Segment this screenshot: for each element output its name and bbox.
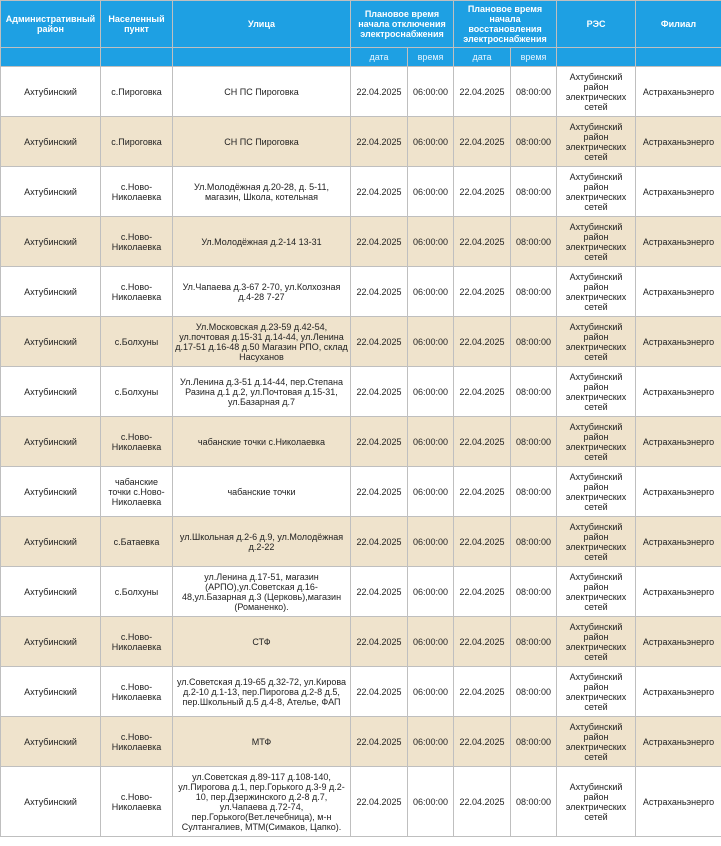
table-row (1, 617, 721, 667)
cell-street: ул.Советская д.19-65 д.32-72, ул.Кирова д.2-10 д.1-13, пер.Пирогова д.2-8 д.5, пер.Школьный д.5 д.4-8, Ателье, ФАП (173, 667, 351, 717)
cell-res: Ахтубинский район электрических сетей (557, 717, 636, 767)
cell-res: Ахтубинский район электрических сетей (557, 467, 636, 517)
cell-off-time: 06:00:00 (408, 667, 454, 717)
cell-street: Ул.Молодёжная д.20-28, д. 5-11, магазин, Школа, котельная (173, 167, 351, 217)
cell-locality: чабанские точки с.Ново-Николаевка (101, 467, 173, 517)
cell-off-date: 22.04.2025 (351, 167, 408, 217)
cell-res: Ахтубинский район электрических сетей (557, 667, 636, 717)
cell-on-time: 08:00:00 (511, 167, 557, 217)
cell-off-date: 22.04.2025 (351, 617, 408, 667)
cell-on-date: 22.04.2025 (454, 417, 511, 467)
subheader-row (1, 48, 721, 67)
cell-off-date: 22.04.2025 (351, 717, 408, 767)
table-row (1, 717, 721, 767)
cell-on-time: 08:00:00 (511, 367, 557, 417)
cell-branch: Астраханьэнерго (636, 117, 721, 167)
cell-branch: Астраханьэнерго (636, 567, 721, 617)
cell-on-date: 22.04.2025 (454, 67, 511, 117)
table-row (1, 417, 721, 467)
cell-on-time: 08:00:00 (511, 67, 557, 117)
cell-on-time: 08:00:00 (511, 567, 557, 617)
subheader-empty (173, 48, 351, 67)
cell-off-date: 22.04.2025 (351, 467, 408, 517)
cell-locality: с.Пироговка (101, 67, 173, 117)
cell-street: чабанские точки с.Николаевка (173, 417, 351, 467)
cell-locality: с.Ново-Николаевка (101, 717, 173, 767)
table-row (1, 317, 721, 367)
table-row (1, 767, 721, 837)
cell-on-date: 22.04.2025 (454, 617, 511, 667)
cell-on-time: 08:00:00 (511, 217, 557, 267)
cell-locality: с.Батаевка (101, 517, 173, 567)
header-locality: Населенный пункт (101, 1, 173, 48)
cell-res: Ахтубинский район электрических сетей (557, 67, 636, 117)
subheader-on-time: время (511, 48, 557, 67)
cell-on-time: 08:00:00 (511, 117, 557, 167)
cell-off-date: 22.04.2025 (351, 767, 408, 837)
cell-off-time: 06:00:00 (408, 317, 454, 367)
table-row (1, 217, 721, 267)
cell-locality: с.Ново-Николаевка (101, 667, 173, 717)
cell-street: Ул.Чапаева д.3-67 2-70, ул.Колхозная д.4-28 7-27 (173, 267, 351, 317)
cell-branch: Астраханьэнерго (636, 667, 721, 717)
cell-district: Ахтубинский (1, 317, 101, 367)
cell-street: МТФ (173, 717, 351, 767)
cell-on-time: 08:00:00 (511, 467, 557, 517)
cell-off-date: 22.04.2025 (351, 117, 408, 167)
cell-res: Ахтубинский район электрических сетей (557, 617, 636, 667)
cell-district: Ахтубинский (1, 617, 101, 667)
cell-locality: с.Болхуны (101, 567, 173, 617)
cell-locality: с.Ново-Николаевка (101, 167, 173, 217)
cell-res: Ахтубинский район электрических сетей (557, 367, 636, 417)
cell-res: Ахтубинский район электрических сетей (557, 517, 636, 567)
cell-locality: с.Болхуны (101, 317, 173, 367)
cell-on-date: 22.04.2025 (454, 367, 511, 417)
cell-on-time: 08:00:00 (511, 767, 557, 837)
cell-branch: Астраханьэнерго (636, 317, 721, 367)
subheader-on-date: дата (454, 48, 511, 67)
cell-on-time: 08:00:00 (511, 517, 557, 567)
cell-on-time: 08:00:00 (511, 717, 557, 767)
subheader-off-date: дата (351, 48, 408, 67)
table-row (1, 67, 721, 117)
cell-district: Ахтубинский (1, 467, 101, 517)
cell-branch: Астраханьэнерго (636, 617, 721, 667)
cell-off-time: 06:00:00 (408, 767, 454, 837)
cell-off-date: 22.04.2025 (351, 367, 408, 417)
cell-off-time: 06:00:00 (408, 67, 454, 117)
cell-off-date: 22.04.2025 (351, 67, 408, 117)
cell-branch: Астраханьэнерго (636, 167, 721, 217)
cell-district: Ахтубинский (1, 367, 101, 417)
table-row (1, 167, 721, 217)
cell-on-time: 08:00:00 (511, 317, 557, 367)
cell-district: Ахтубинский (1, 567, 101, 617)
cell-branch: Астраханьэнерго (636, 67, 721, 117)
cell-res: Ахтубинский район электрических сетей (557, 167, 636, 217)
cell-street: ул.Ленина д.17-51, магазин (АРПО),ул.Советская д.16-48,ул.Базарная д.3 (Церковь),магазин (Романенко). (173, 567, 351, 617)
cell-street: СН ПС Пироговка (173, 67, 351, 117)
cell-on-time: 08:00:00 (511, 667, 557, 717)
cell-on-date: 22.04.2025 (454, 267, 511, 317)
cell-branch: Астраханьэнерго (636, 417, 721, 467)
cell-street: ул.Школьная д.2-6 д.9, ул.Молодёжная д.2-22 (173, 517, 351, 567)
cell-res: Ахтубинский район электрических сетей (557, 567, 636, 617)
cell-district: Ахтубинский (1, 417, 101, 467)
cell-on-date: 22.04.2025 (454, 567, 511, 617)
table-row (1, 367, 721, 417)
cell-district: Ахтубинский (1, 267, 101, 317)
cell-street: Ул.Ленина д.3-51 д.14-44, пер.Степана Разина д.1 д.2, ул.Почтовая д.15-31, ул.Базарная д.7 (173, 367, 351, 417)
cell-off-date: 22.04.2025 (351, 217, 408, 267)
cell-off-time: 06:00:00 (408, 367, 454, 417)
subheader-empty (636, 48, 721, 67)
cell-res: Ахтубинский район электрических сетей (557, 267, 636, 317)
cell-off-time: 06:00:00 (408, 267, 454, 317)
cell-res: Ахтубинский район электрических сетей (557, 317, 636, 367)
subheader-empty (101, 48, 173, 67)
header-branch: Филиал (636, 1, 721, 48)
cell-on-date: 22.04.2025 (454, 767, 511, 837)
cell-on-date: 22.04.2025 (454, 167, 511, 217)
cell-street: Ул.Московская д.23-59 д.42-54, ул.почтовая д.15-31 д.14-44, ул.Ленина д.17-51 д.16-48 д.50 Магазин РПО, склад Насуханов (173, 317, 351, 367)
cell-off-date: 22.04.2025 (351, 417, 408, 467)
cell-branch: Астраханьэнерго (636, 217, 721, 267)
subheader-empty (557, 48, 636, 67)
cell-district: Ахтубинский (1, 117, 101, 167)
cell-on-time: 08:00:00 (511, 417, 557, 467)
cell-street: СТФ (173, 617, 351, 667)
cell-locality: с.Ново-Николаевка (101, 617, 173, 667)
table-row (1, 117, 721, 167)
cell-off-time: 06:00:00 (408, 117, 454, 167)
cell-off-time: 06:00:00 (408, 417, 454, 467)
cell-off-time: 06:00:00 (408, 467, 454, 517)
cell-off-date: 22.04.2025 (351, 517, 408, 567)
header-restore: Плановое время начала восстановления электроснабжения (454, 1, 557, 48)
subheader-off-time: время (408, 48, 454, 67)
cell-locality: с.Болхуны (101, 367, 173, 417)
cell-locality: с.Ново-Николаевка (101, 767, 173, 837)
cell-branch: Астраханьэнерго (636, 717, 721, 767)
cell-district: Ахтубинский (1, 517, 101, 567)
cell-locality: с.Ново-Николаевка (101, 267, 173, 317)
cell-off-time: 06:00:00 (408, 617, 454, 667)
cell-district: Ахтубинский (1, 717, 101, 767)
cell-district: Ахтубинский (1, 767, 101, 837)
cell-branch: Астраханьэнерго (636, 267, 721, 317)
cell-off-date: 22.04.2025 (351, 567, 408, 617)
cell-branch: Астраханьэнерго (636, 517, 721, 567)
cell-on-time: 08:00:00 (511, 617, 557, 667)
cell-district: Ахтубинский (1, 167, 101, 217)
table-row (1, 567, 721, 617)
cell-off-date: 22.04.2025 (351, 267, 408, 317)
cell-res: Ахтубинский район электрических сетей (557, 767, 636, 837)
cell-street: Ул.Молодёжная д.2-14 13-31 (173, 217, 351, 267)
cell-on-time: 08:00:00 (511, 267, 557, 317)
subheader-empty (1, 48, 101, 67)
cell-on-date: 22.04.2025 (454, 517, 511, 567)
cell-locality: с.Ново-Николаевка (101, 417, 173, 467)
cell-district: Ахтубинский (1, 667, 101, 717)
cell-street: чабанские точки (173, 467, 351, 517)
cell-branch: Астраханьэнерго (636, 367, 721, 417)
cell-on-date: 22.04.2025 (454, 317, 511, 367)
table-row (1, 517, 721, 567)
cell-res: Ахтубинский район электрических сетей (557, 217, 636, 267)
cell-street: СН ПС Пироговка (173, 117, 351, 167)
header-street: Улица (173, 1, 351, 48)
cell-branch: Астраханьэнерго (636, 767, 721, 837)
cell-off-time: 06:00:00 (408, 217, 454, 267)
cell-locality: с.Ново-Николаевка (101, 217, 173, 267)
header-off-start: Плановое время начала отключения электроснабжения (351, 1, 454, 48)
cell-on-date: 22.04.2025 (454, 667, 511, 717)
table-row (1, 467, 721, 517)
cell-res: Ахтубинский район электрических сетей (557, 417, 636, 467)
table-row (1, 267, 721, 317)
cell-on-date: 22.04.2025 (454, 467, 511, 517)
cell-off-time: 06:00:00 (408, 167, 454, 217)
cell-off-time: 06:00:00 (408, 567, 454, 617)
cell-locality: с.Пироговка (101, 117, 173, 167)
table-body (1, 67, 721, 837)
cell-district: Ахтубинский (1, 67, 101, 117)
cell-district: Ахтубинский (1, 217, 101, 267)
cell-on-date: 22.04.2025 (454, 117, 511, 167)
header-district: Административный район (1, 1, 101, 48)
cell-res: Ахтубинский район электрических сетей (557, 117, 636, 167)
cell-on-date: 22.04.2025 (454, 217, 511, 267)
header-res: РЭС (557, 1, 636, 48)
cell-off-time: 06:00:00 (408, 717, 454, 767)
cell-branch: Астраханьэнерго (636, 467, 721, 517)
cell-off-time: 06:00:00 (408, 517, 454, 567)
cell-off-date: 22.04.2025 (351, 667, 408, 717)
cell-on-date: 22.04.2025 (454, 717, 511, 767)
cell-street: ул.Советская д.89-117 д.108-140, ул.Пирогова д.1, пер.Горького д.3-9 д.2-10, пер.Дзержинского д.2-8 д.7, ул.Чапаева д.72-74, пер.Горького(Вет.лечебница), м-н Султангалиев, МТМ(Симаков, Цапко). (173, 767, 351, 837)
header-row (1, 1, 721, 48)
table-row (1, 667, 721, 717)
cell-off-date: 22.04.2025 (351, 317, 408, 367)
